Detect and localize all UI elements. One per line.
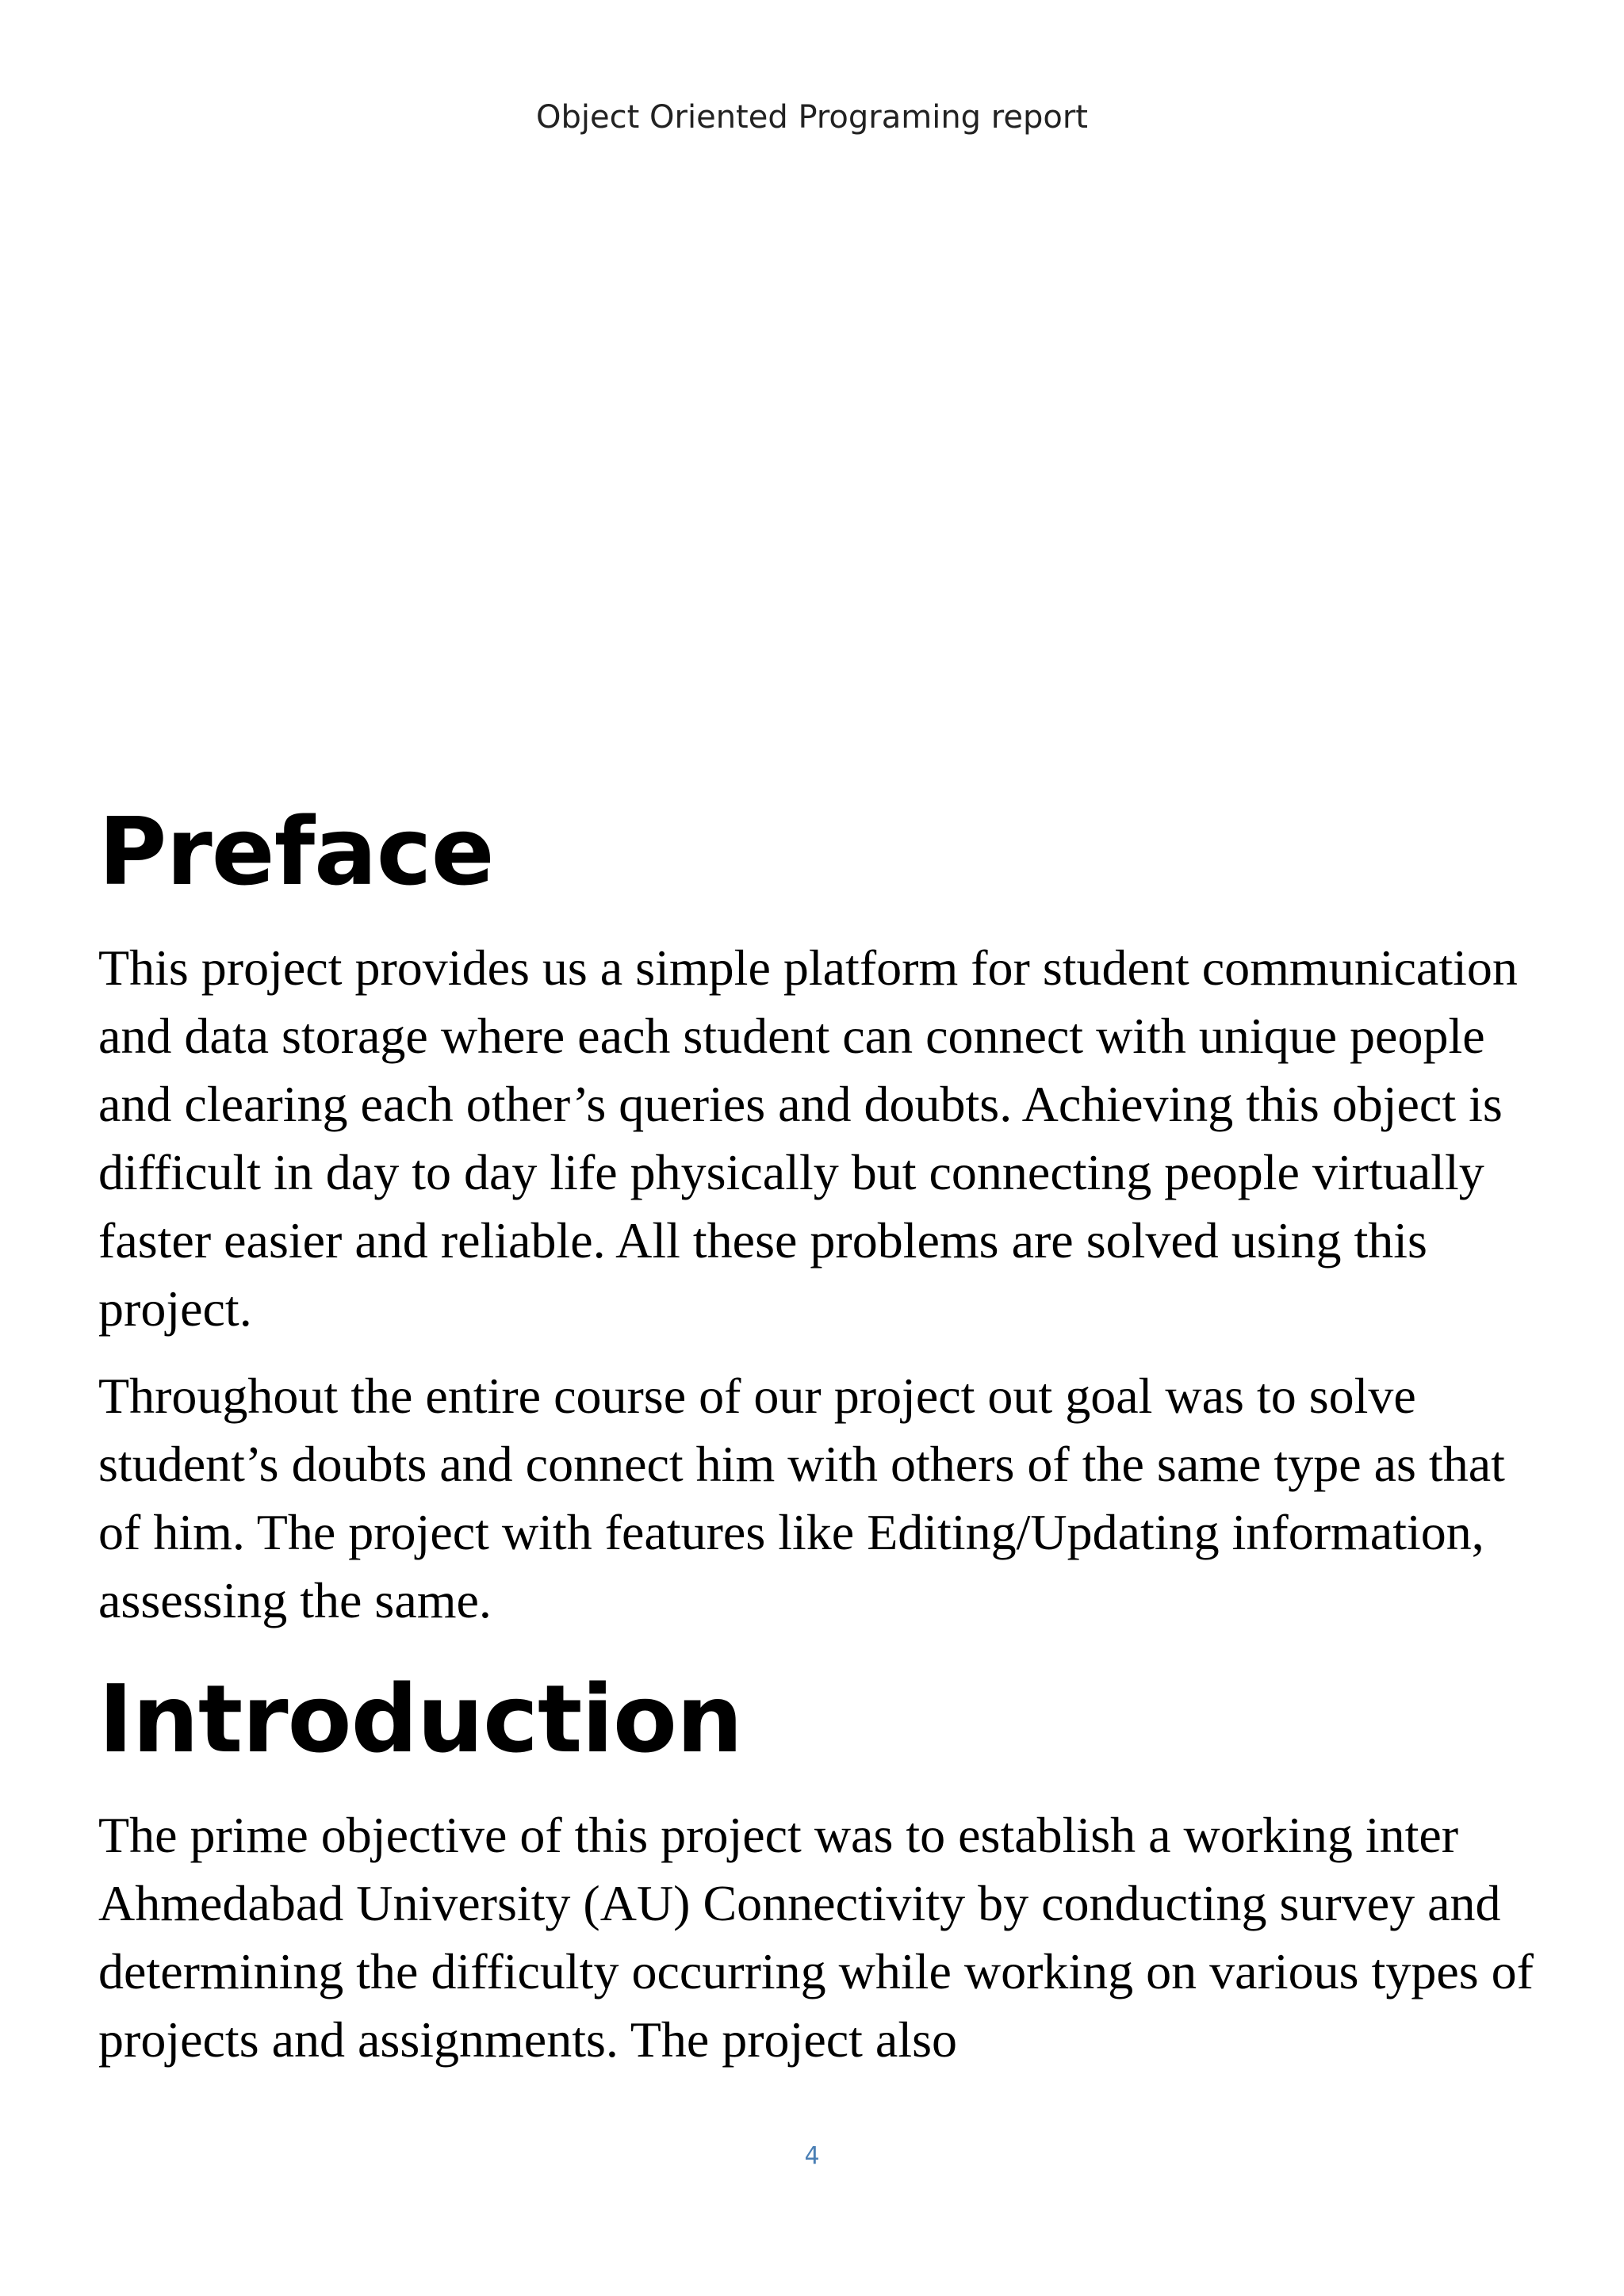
page-body xyxy=(98,797,1542,2074)
running-header: Object Oriented Programing report xyxy=(536,99,1088,136)
preface-paragraph-1: This project provides us a simple platform for student communication and data storage where each student can connect with unique people and clearing each other’s queries and doubts. Achieving this object is difficult in day to day life physically but connecting people virtually faster easier and reliable. All these problems are solved using this project. xyxy=(98,939,1518,1337)
preface-heading: Preface xyxy=(98,797,494,906)
preface-paragraph-2: Throughout the entire course of our project out goal was to solve student’s doubts and connect him with others of the same type as that of him. The project with features like Editing/Updating information, assessing the same. xyxy=(98,1367,1505,1628)
introduction-paragraph-1: The prime objective of this project was to establish a working inter Ahmedabad University (AU) Connectivity by conducting survey and determining the difficulty occurring while working on various types of projects and assignments. The project also xyxy=(98,1806,1534,2068)
page-number: 4 xyxy=(804,2142,820,2170)
introduction-heading: Introduction xyxy=(98,1663,742,1774)
